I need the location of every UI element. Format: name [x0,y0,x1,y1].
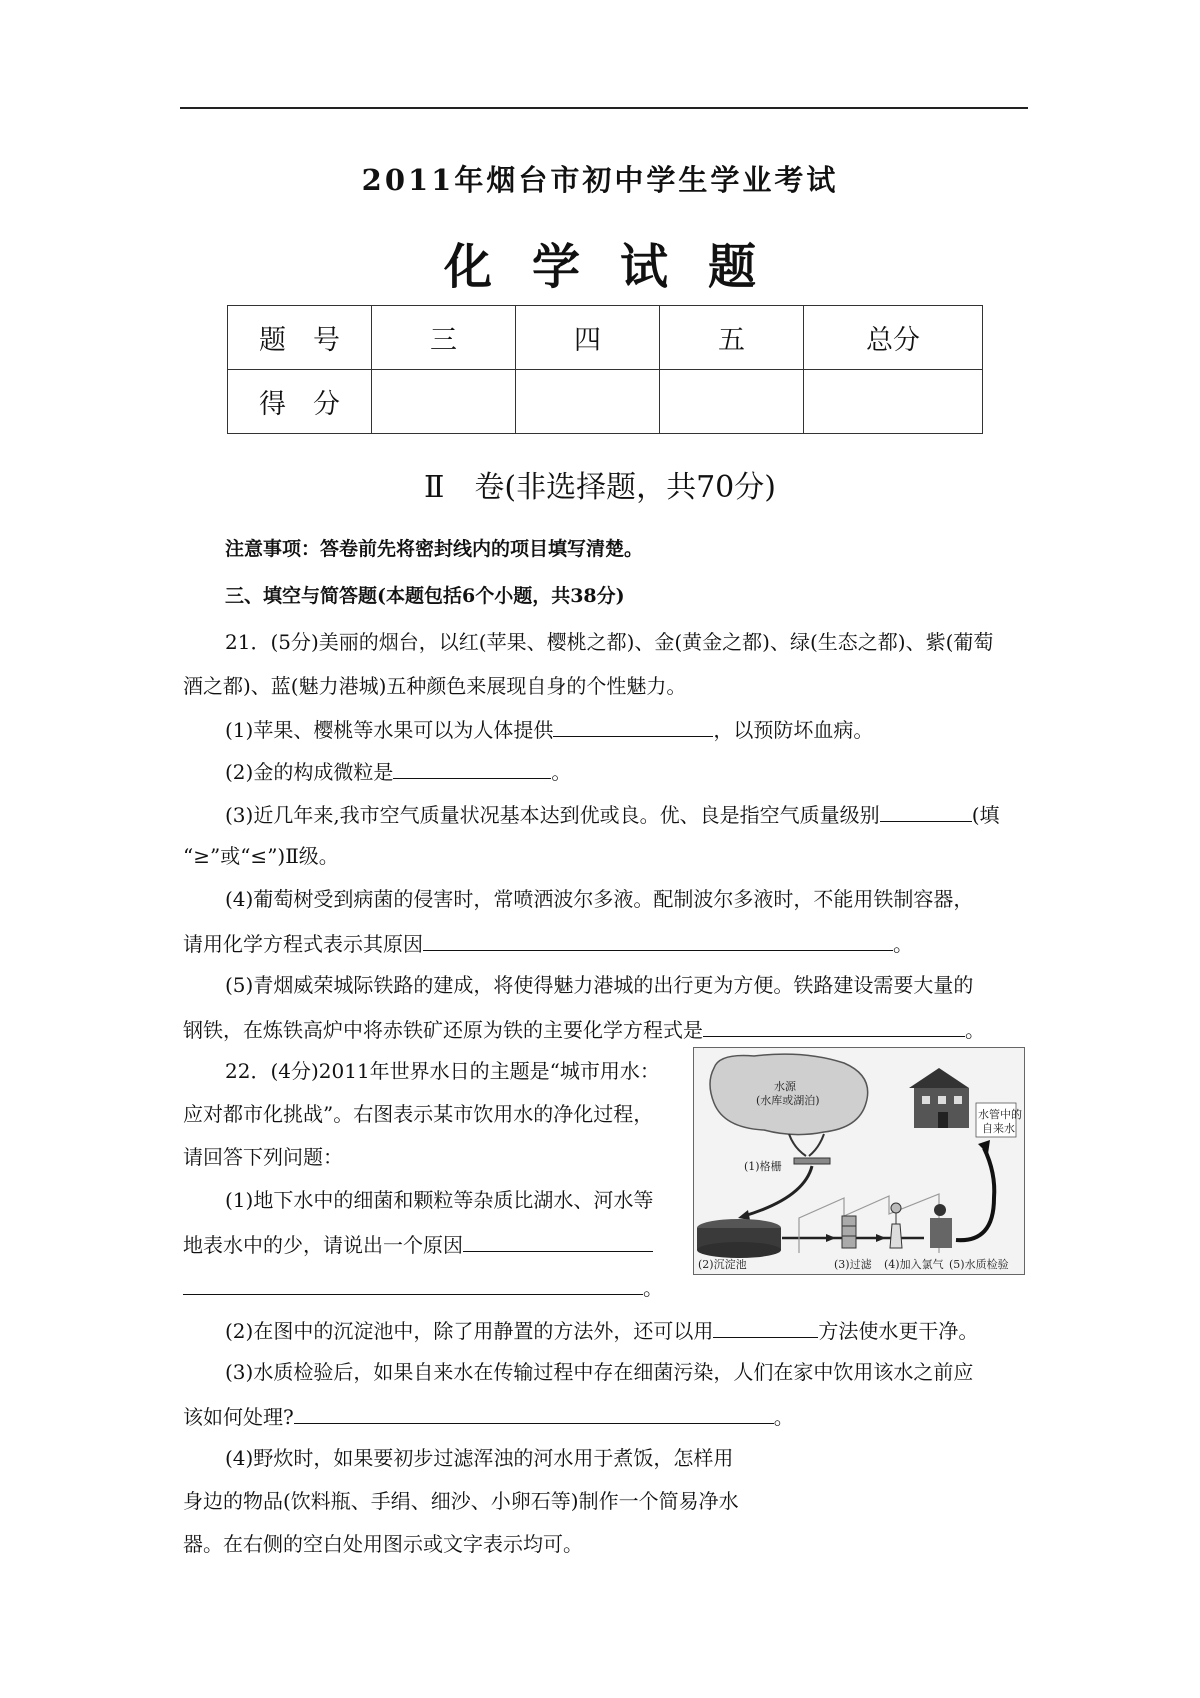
step1-label: (1)格栅 [744,1160,782,1173]
inspector-body [930,1218,952,1248]
score-table-score-row [228,370,983,434]
q22-part3-text: 该如何处理? [183,1405,294,1429]
row-header-question-no: 题 号 [228,306,372,370]
score-table [227,305,983,434]
inspector-head [934,1204,946,1216]
q22-answer-blank-1b[interactable] [183,1276,643,1295]
q21-part4-line1: (4)葡萄树受到病菌的侵害时，常喷洒波尔多液。配制波尔多液时，不能用铁制容器， [225,887,974,911]
source-label: 水源 [774,1080,796,1093]
score-cell-five[interactable] [660,370,804,434]
q21-part4 [183,932,913,954]
q22-part3-line1: (3)水质检验后，如果自来水在传输过程中存在细菌污染，人们在家中饮用该水之前应 [225,1360,974,1384]
section-heading: 三、填空与简答题(本题包括6个小题，共38分) [225,585,625,607]
house-label-line2: 自来水 [982,1122,1015,1135]
q21-part5-line1: (5)青烟威荣城际铁路的建成，将使得魅力港城的出行更为方便。铁路建设需要大量的 [225,973,974,997]
score-cell-total[interactable] [804,370,983,434]
q22-part2 [225,1319,978,1341]
q21-part1-text: (1)苹果、樱桃等水果可以为人体提供 [225,718,554,742]
q22-part3 [183,1405,794,1427]
q21-answer-blank-2[interactable] [393,760,551,779]
house-label-line1: 水管中的 [978,1108,1022,1121]
q21-answer-blank-4[interactable] [423,932,893,951]
source-outflow-2 [809,1134,824,1156]
q21-part3 [225,803,1000,825]
q21-part5-text: 钢铁，在炼铁高炉中将赤铁矿还原为铁的主要化学方程式是 [183,1018,703,1042]
arrow-head-filter [826,1234,836,1242]
q22-part1-line1: (1)地下水中的细菌和颗粒等杂质比湖水、河水等 [225,1188,654,1212]
q21-part2-tail: 。 [551,760,572,784]
q21-intro-line1: 21．(5分)美丽的烟台，以红(苹果、樱桃之都)、金(黄金之都)、绿(生态之都)、紫(葡萄 [225,630,994,654]
q22-part3-tail: 。 [773,1405,794,1429]
q22-part4-line3: 器。在右侧的空白处用图示或文字表示均可。 [183,1532,583,1556]
q21-part3-text: (3)近几年来,我市空气质量状况基本达到优或良。优、良是指空气质量级别 [225,803,880,827]
q22-part1-tail: 。 [643,1276,663,1300]
step4-label: (4)加入氯气 [884,1258,944,1271]
q22-part1-line3 [183,1276,663,1298]
score-cell-four[interactable] [516,370,660,434]
arrow-to-house [956,1148,994,1240]
step2-label: (2)沉淀池 [698,1258,747,1271]
score-cell-three[interactable] [372,370,516,434]
arrow-head-tank [738,1210,750,1220]
q22-answer-blank-3[interactable] [294,1405,774,1424]
q22-part2-tail: 方法使水更干净。 [818,1319,979,1343]
part-title: Ⅱ 卷(非选择题，共70分) [424,470,776,505]
q21-part3-line2: “≥”或“≤”)Ⅱ级。 [183,844,339,868]
q21-part5 [183,1018,985,1040]
q22-part2-text: (2)在图中的沉淀池中，除了用静置的方法外，还可以用 [225,1319,714,1343]
q22-answer-blank-1a[interactable] [463,1233,653,1252]
source-outflow [789,1134,806,1156]
q22-part4-line2: 身边的物品(饮料瓶、手绢、细沙、小卵石等)制作一个简易净水 [183,1489,739,1513]
col-four: 四 [516,306,660,370]
q21-answer-blank-1[interactable] [553,718,713,737]
q21-answer-blank-5[interactable] [703,1018,965,1037]
q21-part5-tail: 。 [965,1018,985,1042]
filter-icon [842,1216,856,1248]
q22-part4-line1: (4)野炊时，如果要初步过滤浑浊的河水用于煮饭，怎样用 [225,1446,734,1470]
notice: 注意事项：答卷前先将密封线内的项目填写清楚。 [225,538,644,560]
q21-part4-text: 请用化学方程式表示其原因 [183,932,423,956]
q21-part1-tail: ，以预防坏血病。 [713,718,874,742]
q21-part4-tail: 。 [893,932,913,956]
water-purification-figure [693,1047,1025,1275]
q21-intro-line2: 酒之都)、蓝(魅力港城)五种颜色来展现自身的个性魅力。 [183,674,687,698]
q22-intro-line3: 请回答下列问题： [183,1145,343,1169]
subject-title: 化学试题 [443,239,796,295]
chlorine-icon [890,1224,902,1248]
grille-icon [794,1158,830,1164]
exam-title: 2011年烟台市初中学生学业考试 [361,163,839,197]
top-rule [180,107,1028,109]
q22-intro-line2: 应对都市化挑战”。右图表示某市饮用水的净化过程， [183,1102,654,1126]
row-header-score: 得 分 [228,370,372,434]
plant-outline [799,1194,939,1253]
score-table-header-row [228,306,983,370]
col-total: 总分 [804,306,983,370]
q22-answer-blank-2[interactable] [713,1319,818,1338]
q22-intro-line1: 22．(4分)2011年世界水日的主题是“城市用水： [225,1059,660,1083]
step3-label: (3)过滤 [834,1258,872,1271]
step5-label: (5)水质检验 [949,1258,1009,1271]
q21-answer-blank-3[interactable] [880,803,972,822]
col-three: 三 [372,306,516,370]
source-sub-label: (水库或湖泊) [756,1094,820,1107]
q22-part1-line2 [183,1233,653,1255]
q21-part3-tail: (填 [971,803,1000,827]
q21-part2-text: (2)金的构成微粒是 [225,760,394,784]
q21-part2 [225,760,571,782]
col-five: 五 [660,306,804,370]
arrow-head-chlorine [876,1234,886,1242]
q21-part1 [225,718,873,740]
house-roof [909,1068,969,1088]
q22-part1-text: 地表水中的少，请说出一个原因 [183,1233,463,1257]
